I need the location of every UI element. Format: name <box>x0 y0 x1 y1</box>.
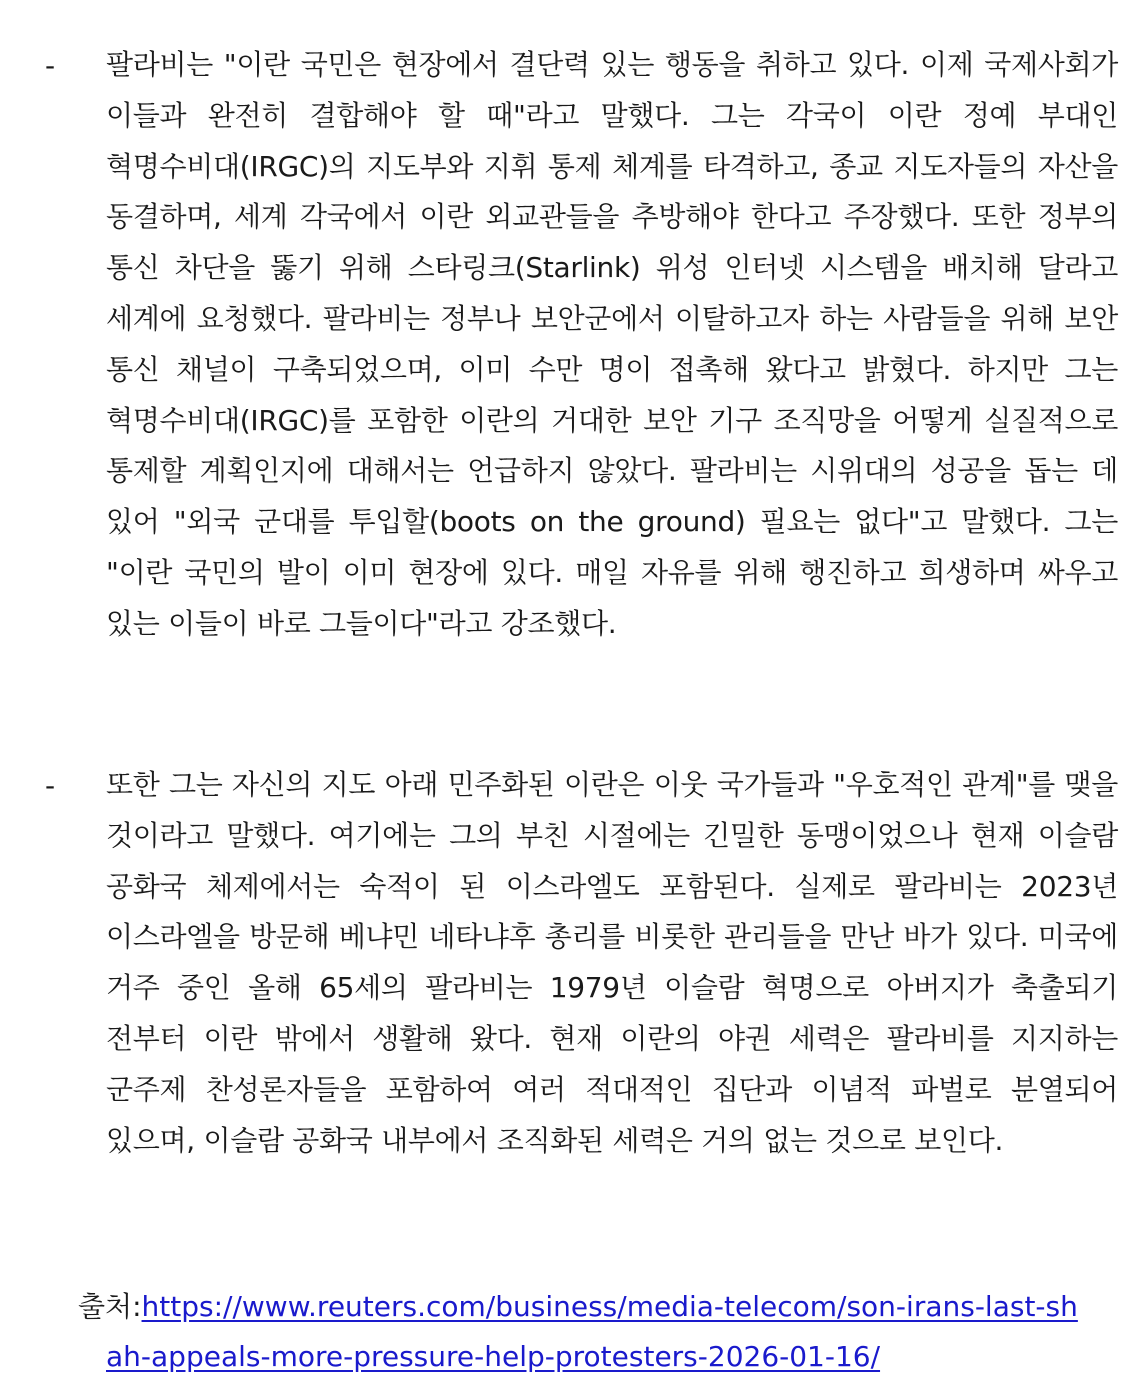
source-link[interactable]: https://www.reuters.com/business/media-telecom/son-irans-last-shah-appeals-more-pressure-help-protesters-2026-01-16/ <box>106 1290 1078 1373</box>
source-label: 출처: <box>78 1290 142 1323</box>
source-citation <box>78 1282 1088 1382</box>
bullet-dash: - <box>45 49 56 82</box>
bullet-dash: - <box>45 769 56 802</box>
paragraph-pahlavi-appeal: 팔라비는 "이란 국민은 현장에서 결단력 있는 행동을 취하고 있다. 이제 국제사회가 이들과 완전히 결합해야 할 때"라고 말했다. 그는 각국이 이란 정예 부대인 혁명수비대(IRGC)의 지도부와 지휘 통제 체계를 타격하고, 종교 지도자들의 자산을 동결하며, 세계 각국에서 이란 외교관들을 추방해야 한다고 주장했다. 또한 정부의 통신 차단을 뚫기 위해 스타링크(Starlink) 위성 인터넷 시스템을 배치해 달라고 세계에 요청했다. 팔라비는 정부나 보안군에서 이탈하고자 하는 사람들을 위해 보안 통신 채널이 구축되었으며, 이미 수만 명이 접촉해 왔다고 밝혔다. 하지만 그는 혁명수비대(IRGC)를 포함한 이란의 거대한 보안 기구 조직망을 어떻게 실질적으로 통제할 계획인지에 대해서는 언급하지 않았다. 팔라비는 시위대의 성공을 돕는 데 있어 "외국 군대를 투입할(boots on the ground) 필요는 없다"고 말했다. 그는 "이란 국민의 발이 이미 현장에 있다. 매일 자유를 위해 행진하고 희생하며 싸우고 있는 이들이 바로 그들이다"라고 강조했다. <box>106 48 1118 640</box>
paragraph-pahlavi-relations: 또한 그는 자신의 지도 아래 민주화된 이란은 이웃 국가들과 "우호적인 관계"를 맺을 것이라고 말했다. 여기에는 그의 부친 시절에는 긴밀한 동맹이었으나 현재 이슬람 공화국 체제에서는 숙적이 된 이스라엘도 포함된다. 실제로 팔라비는 2023년 이스라엘을 방문해 베냐민 네타냐후 총리를 비롯한 관리들을 만난 바가 있다. 미국에 거주 중인 올해 65세의 팔라비는 1979년 이슬람 혁명으로 아버지가 축출되기 전부터 이란 밖에서 생활해 왔다. 현재 이란의 야권 세력은 팔라비를 지지하는 군주제 찬성론자들을 포함하여 여러 적대적인 집단과 이념적 파벌로 분열되어 있으며, 이슬람 공화국 내부에서 조직화된 세력은 거의 없는 것으로 보인다. <box>106 768 1118 1157</box>
